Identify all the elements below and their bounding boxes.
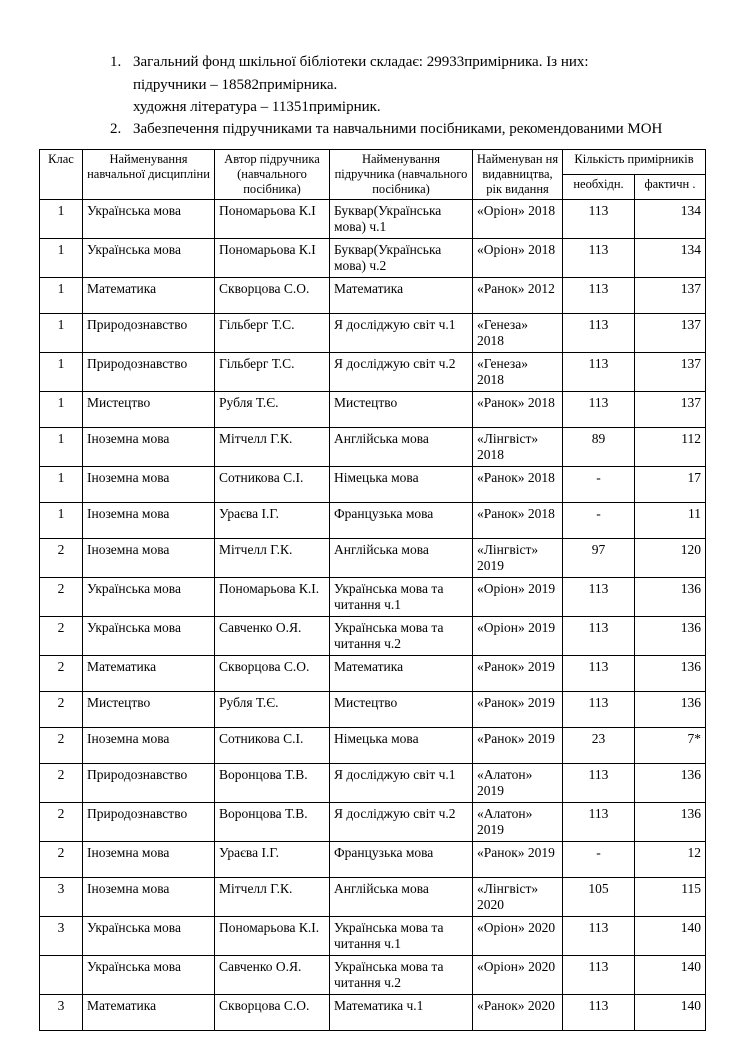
cell-klas: 1 bbox=[40, 200, 83, 239]
cell-author: Рубля Т.Є. bbox=[215, 692, 330, 728]
table-row bbox=[40, 239, 706, 278]
cell-textbook: Німецька мова bbox=[330, 728, 473, 764]
cell-author: Воронцова Т.В. bbox=[215, 764, 330, 803]
cell-publisher: «Оріон» 2020 bbox=[473, 956, 563, 995]
header-discipline: Найменування навчальної дисципліни bbox=[83, 150, 215, 200]
header-row bbox=[40, 150, 706, 175]
cell-textbook: Математика bbox=[330, 656, 473, 692]
cell-needed: 113 bbox=[563, 239, 635, 278]
cell-author: Ураєва І.Г. bbox=[215, 842, 330, 878]
cell-textbook: Мистецтво bbox=[330, 392, 473, 428]
cell-actual: 137 bbox=[635, 353, 706, 392]
table-row bbox=[40, 353, 706, 392]
cell-author: Сотникова С.І. bbox=[215, 467, 330, 503]
cell-textbook: Англійська мова bbox=[330, 878, 473, 917]
cell-klas: 3 bbox=[40, 995, 83, 1031]
cell-publisher: «Алатон» 2019 bbox=[473, 764, 563, 803]
cell-needed: 113 bbox=[563, 578, 635, 617]
item2-number: 2. bbox=[110, 121, 122, 137]
cell-klas: 1 bbox=[40, 392, 83, 428]
cell-discipline: Мистецтво bbox=[83, 692, 215, 728]
cell-author: Савченко О.Я. bbox=[215, 956, 330, 995]
table-body bbox=[40, 200, 706, 1031]
cell-needed: - bbox=[563, 467, 635, 503]
cell-publisher: «Ранок» 2019 bbox=[473, 656, 563, 692]
cell-needed: 113 bbox=[563, 353, 635, 392]
item2-line1: Забезпечення підручниками та навчальними посібниками, рекомендованими МОН bbox=[133, 121, 663, 137]
cell-textbook: Українська мова та читання ч.2 bbox=[330, 617, 473, 656]
cell-klas: 2 bbox=[40, 578, 83, 617]
cell-publisher: «Оріон» 2018 bbox=[473, 200, 563, 239]
cell-publisher: «Ранок» 2012 bbox=[473, 278, 563, 314]
cell-publisher: «Ранок» 2020 bbox=[473, 995, 563, 1031]
cell-needed: - bbox=[563, 842, 635, 878]
cell-needed: 113 bbox=[563, 617, 635, 656]
cell-textbook: Українська мова та читання ч.2 bbox=[330, 956, 473, 995]
cell-actual: 7* bbox=[635, 728, 706, 764]
cell-actual: 140 bbox=[635, 917, 706, 956]
cell-author: Мітчелл Г.К. bbox=[215, 539, 330, 578]
cell-discipline: Іноземна мова bbox=[83, 428, 215, 467]
cell-author: Скворцова С.О. bbox=[215, 995, 330, 1031]
table-row bbox=[40, 917, 706, 956]
header-author: Автор підручника (навчального посібника) bbox=[215, 150, 330, 200]
cell-author: Пономарьова К.І bbox=[215, 200, 330, 239]
cell-discipline: Іноземна мова bbox=[83, 503, 215, 539]
table-row bbox=[40, 728, 706, 764]
table-row bbox=[40, 428, 706, 467]
cell-actual: 134 bbox=[635, 200, 706, 239]
cell-discipline: Іноземна мова bbox=[83, 878, 215, 917]
cell-klas: 1 bbox=[40, 503, 83, 539]
cell-actual: 12 bbox=[635, 842, 706, 878]
cell-discipline: Природознавство bbox=[83, 764, 215, 803]
cell-publisher: «Ранок» 2018 bbox=[473, 503, 563, 539]
cell-author: Мітчелл Г.К. bbox=[215, 428, 330, 467]
cell-klas: 1 bbox=[40, 278, 83, 314]
cell-needed: 89 bbox=[563, 428, 635, 467]
cell-needed: 113 bbox=[563, 392, 635, 428]
cell-publisher: «Генеза» 2018 bbox=[473, 314, 563, 353]
cell-klas: 3 bbox=[40, 917, 83, 956]
cell-actual: 120 bbox=[635, 539, 706, 578]
cell-actual: 112 bbox=[635, 428, 706, 467]
cell-publisher: «Ранок» 2018 bbox=[473, 392, 563, 428]
cell-textbook: Англійська мова bbox=[330, 428, 473, 467]
item1-number: 1. bbox=[110, 54, 122, 70]
cell-klas: 2 bbox=[40, 803, 83, 842]
cell-needed: 113 bbox=[563, 764, 635, 803]
cell-discipline: Українська мова bbox=[83, 617, 215, 656]
cell-publisher: «Алатон» 2019 bbox=[473, 803, 563, 842]
table-row bbox=[40, 803, 706, 842]
cell-needed: 105 bbox=[563, 878, 635, 917]
header-count: Кількість примірників bbox=[563, 150, 706, 175]
cell-publisher: «Оріон» 2019 bbox=[473, 578, 563, 617]
header-publisher: Найменуван ня видавництва, рік видання bbox=[473, 150, 563, 200]
cell-textbook: Німецька мова bbox=[330, 467, 473, 503]
cell-needed: 113 bbox=[563, 200, 635, 239]
cell-discipline: Математика bbox=[83, 278, 215, 314]
textbook-table bbox=[39, 149, 706, 1031]
cell-actual: 11 bbox=[635, 503, 706, 539]
cell-author: Рубля Т.Є. bbox=[215, 392, 330, 428]
cell-klas: 2 bbox=[40, 656, 83, 692]
table-row bbox=[40, 314, 706, 353]
cell-klas bbox=[40, 956, 83, 995]
cell-textbook: Французька мова bbox=[330, 842, 473, 878]
table-row bbox=[40, 956, 706, 995]
cell-actual: 136 bbox=[635, 578, 706, 617]
cell-actual: 140 bbox=[635, 995, 706, 1031]
cell-needed: 113 bbox=[563, 692, 635, 728]
cell-actual: 134 bbox=[635, 239, 706, 278]
cell-klas: 1 bbox=[40, 467, 83, 503]
cell-textbook: Я досліджую світ ч.1 bbox=[330, 764, 473, 803]
cell-discipline: Українська мова bbox=[83, 200, 215, 239]
cell-textbook: Я досліджую світ ч.2 bbox=[330, 353, 473, 392]
cell-textbook: Математика ч.1 bbox=[330, 995, 473, 1031]
cell-publisher: «Лінгвіст» 2019 bbox=[473, 539, 563, 578]
table-row bbox=[40, 878, 706, 917]
cell-publisher: «Ранок» 2019 bbox=[473, 728, 563, 764]
cell-textbook: Українська мова та читання ч.1 bbox=[330, 917, 473, 956]
cell-textbook: Французька мова bbox=[330, 503, 473, 539]
cell-author: Мітчелл Г.К. bbox=[215, 878, 330, 917]
cell-author: Пономарьова К.І. bbox=[215, 578, 330, 617]
cell-actual: 137 bbox=[635, 314, 706, 353]
cell-actual: 136 bbox=[635, 656, 706, 692]
cell-klas: 2 bbox=[40, 539, 83, 578]
table-row bbox=[40, 692, 706, 728]
header-needed: необхідн. bbox=[563, 175, 635, 200]
table-row bbox=[40, 539, 706, 578]
table-row bbox=[40, 578, 706, 617]
cell-needed: 113 bbox=[563, 956, 635, 995]
cell-actual: 136 bbox=[635, 692, 706, 728]
cell-textbook: Математика bbox=[330, 278, 473, 314]
cell-klas: 1 bbox=[40, 353, 83, 392]
header-textbook: Найменування підручника (навчального посібника) bbox=[330, 150, 473, 200]
table-row bbox=[40, 392, 706, 428]
cell-textbook: Українська мова та читання ч.1 bbox=[330, 578, 473, 617]
cell-actual: 136 bbox=[635, 617, 706, 656]
cell-needed: 113 bbox=[563, 314, 635, 353]
cell-textbook: Я досліджую світ ч.1 bbox=[330, 314, 473, 353]
cell-publisher: «Лінгвіст» 2020 bbox=[473, 878, 563, 917]
cell-author: Гільберг Т.С. bbox=[215, 353, 330, 392]
cell-discipline: Іноземна мова bbox=[83, 728, 215, 764]
item1-line2: підручники – 18582примірника. bbox=[133, 77, 338, 93]
cell-actual: 115 bbox=[635, 878, 706, 917]
cell-discipline: Українська мова bbox=[83, 917, 215, 956]
cell-discipline: Математика bbox=[83, 995, 215, 1031]
cell-discipline: Українська мова bbox=[83, 578, 215, 617]
cell-actual: 17 bbox=[635, 467, 706, 503]
cell-needed: 113 bbox=[563, 278, 635, 314]
table-row bbox=[40, 995, 706, 1031]
cell-needed: 23 bbox=[563, 728, 635, 764]
cell-discipline: Українська мова bbox=[83, 239, 215, 278]
cell-discipline: Іноземна мова bbox=[83, 467, 215, 503]
cell-author: Пономарьова К.І bbox=[215, 239, 330, 278]
cell-klas: 3 bbox=[40, 878, 83, 917]
cell-actual: 136 bbox=[635, 764, 706, 803]
cell-actual: 137 bbox=[635, 392, 706, 428]
cell-textbook: Буквар(Українська мова) ч.2 bbox=[330, 239, 473, 278]
cell-publisher: «Ранок» 2019 bbox=[473, 842, 563, 878]
header-klas: Клас bbox=[40, 150, 83, 200]
table-row bbox=[40, 467, 706, 503]
table-row bbox=[40, 842, 706, 878]
cell-discipline: Українська мова bbox=[83, 956, 215, 995]
cell-needed: - bbox=[563, 503, 635, 539]
table-row bbox=[40, 200, 706, 239]
cell-discipline: Мистецтво bbox=[83, 392, 215, 428]
cell-klas: 2 bbox=[40, 764, 83, 803]
item1-line3: художня література – 11351примірник. bbox=[133, 99, 381, 115]
cell-needed: 113 bbox=[563, 917, 635, 956]
table-row bbox=[40, 278, 706, 314]
cell-author: Скворцова С.О. bbox=[215, 278, 330, 314]
cell-needed: 97 bbox=[563, 539, 635, 578]
cell-klas: 1 bbox=[40, 314, 83, 353]
cell-author: Скворцова С.О. bbox=[215, 656, 330, 692]
cell-author: Гільберг Т.С. bbox=[215, 314, 330, 353]
item1-line1: Загальний фонд шкільної бібліотеки складає: 29933примірника. Із них: bbox=[133, 54, 589, 70]
cell-klas: 1 bbox=[40, 239, 83, 278]
cell-textbook: Буквар(Українська мова) ч.1 bbox=[330, 200, 473, 239]
cell-klas: 2 bbox=[40, 617, 83, 656]
cell-author: Сотникова С.І. bbox=[215, 728, 330, 764]
cell-discipline: Іноземна мова bbox=[83, 539, 215, 578]
cell-needed: 113 bbox=[563, 995, 635, 1031]
cell-publisher: «Генеза» 2018 bbox=[473, 353, 563, 392]
cell-publisher: «Оріон» 2019 bbox=[473, 617, 563, 656]
cell-publisher: «Лінгвіст» 2018 bbox=[473, 428, 563, 467]
cell-publisher: «Ранок» 2019 bbox=[473, 692, 563, 728]
header-actual: фактичн . bbox=[635, 175, 706, 200]
table-row bbox=[40, 656, 706, 692]
cell-discipline: Математика bbox=[83, 656, 215, 692]
cell-author: Ураєва І.Г. bbox=[215, 503, 330, 539]
table-row bbox=[40, 764, 706, 803]
cell-author: Пономарьова К.І. bbox=[215, 917, 330, 956]
cell-publisher: «Оріон» 2020 bbox=[473, 917, 563, 956]
cell-author: Савченко О.Я. bbox=[215, 617, 330, 656]
cell-klas: 2 bbox=[40, 728, 83, 764]
cell-klas: 2 bbox=[40, 692, 83, 728]
cell-discipline: Іноземна мова bbox=[83, 842, 215, 878]
cell-actual: 137 bbox=[635, 278, 706, 314]
cell-discipline: Природознавство bbox=[83, 353, 215, 392]
cell-textbook: Мистецтво bbox=[330, 692, 473, 728]
cell-textbook: Я досліджую світ ч.2 bbox=[330, 803, 473, 842]
cell-klas: 2 bbox=[40, 842, 83, 878]
cell-klas: 1 bbox=[40, 428, 83, 467]
cell-needed: 113 bbox=[563, 803, 635, 842]
cell-actual: 136 bbox=[635, 803, 706, 842]
cell-discipline: Природознавство bbox=[83, 803, 215, 842]
cell-discipline: Природознавство bbox=[83, 314, 215, 353]
cell-actual: 140 bbox=[635, 956, 706, 995]
cell-publisher: «Ранок» 2018 bbox=[473, 467, 563, 503]
cell-textbook: Англійська мова bbox=[330, 539, 473, 578]
table-row bbox=[40, 617, 706, 656]
cell-author: Воронцова Т.В. bbox=[215, 803, 330, 842]
table-row bbox=[40, 503, 706, 539]
cell-publisher: «Оріон» 2018 bbox=[473, 239, 563, 278]
cell-needed: 113 bbox=[563, 656, 635, 692]
